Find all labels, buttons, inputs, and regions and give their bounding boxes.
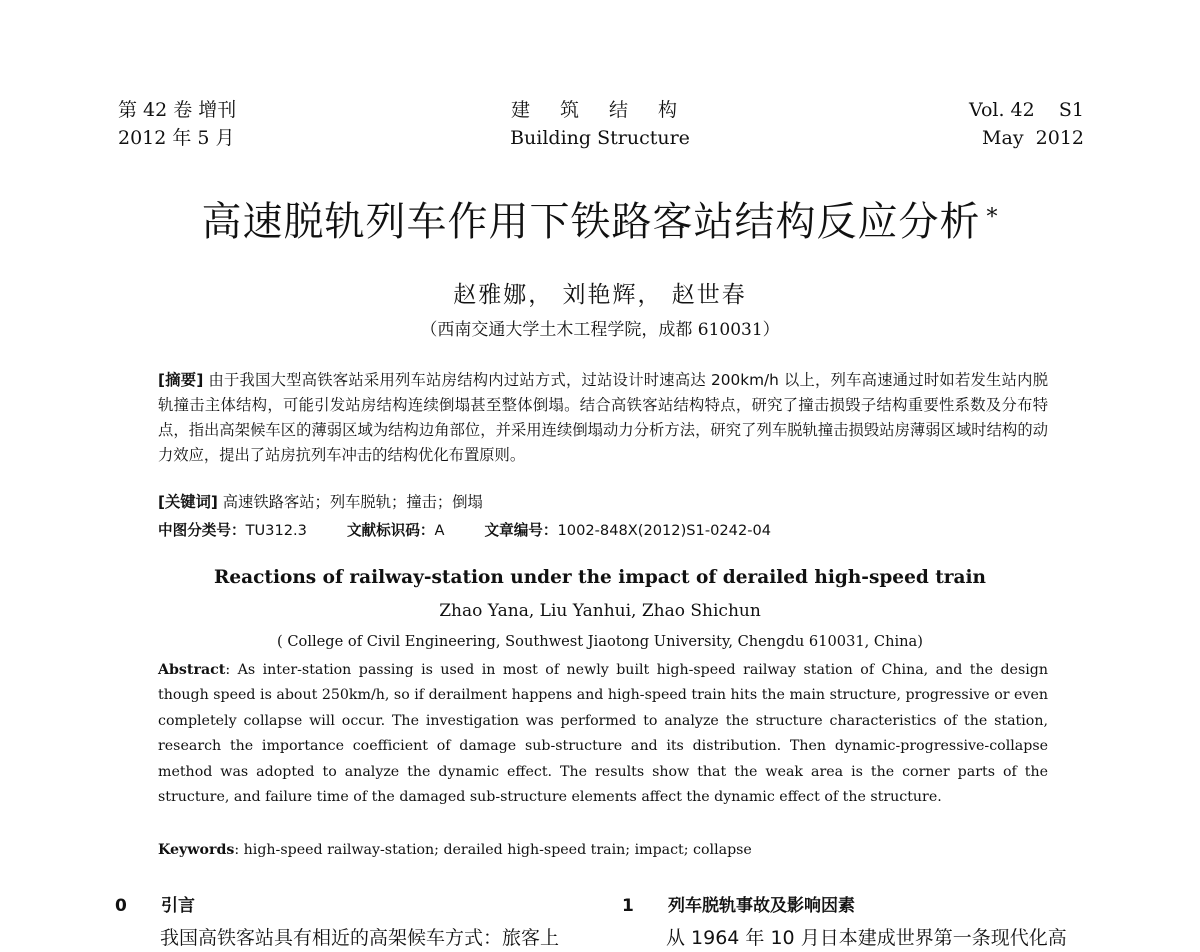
doc-code-label: 文献标识码：: [346, 522, 435, 539]
english-affiliation: ( College of Civil Engineering, Southwest Jiaotong University, Chengdu 610031, China): [277, 633, 923, 650]
header-divider: [118, 158, 1084, 159]
body-text-left: 我国高铁客站具有相近的高架候车方式：旅客上: [160, 927, 560, 949]
body-text-right: 从 1964 年 10 月日本建成世界第一条现代化高: [666, 927, 1067, 949]
english-title: Reactions of railway-station under the impact of derailed high-speed train: [214, 567, 986, 588]
keywords-en: [158, 838, 1048, 863]
abstract-cn-label: [摘要]: [158, 371, 204, 389]
abstract-cn: [158, 368, 1048, 468]
issue-info-en: [969, 96, 1084, 152]
section-heading-derailment: [622, 893, 855, 919]
section-title: 引言: [161, 896, 195, 916]
volume-line-en: Vol. 42 S1: [968, 99, 1084, 121]
paper-title: [0, 196, 1200, 248]
authors-cn: 赵雅娜， 刘艳辉， 赵世春: [453, 282, 747, 308]
journal-name-en: Building Structure: [510, 127, 690, 149]
keywords-cn-label: [关键词]: [158, 493, 218, 511]
keywords-cn: [158, 490, 483, 515]
classification-line: [158, 518, 771, 543]
abstract-en-text: : As inter-station passing is used in most of newly built high-speed railway station of China, and the design though speed is about 250km/h, so if derailment happens and high-speed train hits the main structure, progressive or even completely collapse will occur. The investigation was performed to analyze the structure characteristics of the station, research the importance coefficient of damage sub-structure and its distribution. Then dynamic-progressive-collapse method was adopted to analyze the dynamic effect. The results show that the weak area is the corner parts of the structure, and failure time of the damaged sub-structure elements affect the dynamic effect of the structure.: [158, 662, 1048, 806]
footnote-mark: *: [986, 205, 999, 230]
abstract-en-label: Abstract: [158, 662, 226, 678]
date-line: 2012 年 5 月: [118, 127, 235, 149]
keywords-en-label: Keywords: [158, 842, 235, 858]
section-title: 列车脱轨事故及影响因素: [668, 896, 855, 916]
doc-code-value: A: [434, 522, 445, 539]
journal-name-cn: 建 筑 结 构: [510, 99, 690, 121]
english-authors: Zhao Yana, Liu Yanhui, Zhao Shichun: [439, 601, 761, 621]
keywords-cn-text: 高速铁路客站；列车脱轨；撞击；倒塌: [222, 493, 483, 511]
clc-label: 中图分类号：: [158, 522, 246, 539]
abstract-en: [158, 658, 1048, 810]
section-number: 0: [115, 896, 127, 916]
article-no-label: 文章编号：: [484, 522, 558, 539]
affiliation-cn: （西南交通大学土木工程学院，成都 610031）: [420, 320, 780, 340]
abstract-cn-text: 由于我国大型高铁客站采用列车站房结构内过站方式，过站设计时速高达 200km/h 以上，列车高速通过时如若发生站内脱轨撞击主体结构，可能引发站房结构连续倒塌甚至整体倒塌。结合高铁客站结构特点，研究了撞击损毁子结构重要性系数及分布特点，指出高架候车区的薄弱区域为结构边角部位，并采用连续倒塌动力分析方法，研究了列车脱轨撞击损毁站房薄弱区域时结构的动力效应，提出了站房抗列车冲击的结构优化布置原则。: [158, 371, 1048, 464]
date-line-en: May 2012: [982, 127, 1084, 149]
section-number: 1: [622, 896, 634, 916]
article-no-value: 1002-848X(2012)S1-0242-04: [557, 522, 772, 539]
clc-value: TU312.3: [245, 522, 307, 539]
section-heading-introduction: [115, 893, 195, 919]
volume-line: 第 42 卷 增刊: [118, 99, 237, 121]
paper-title-text: 高速脱轨列车作用下铁路客站结构反应分析: [201, 199, 981, 245]
keywords-en-text: : high-speed railway-station; derailed high-speed train; impact; collapse: [234, 842, 752, 858]
